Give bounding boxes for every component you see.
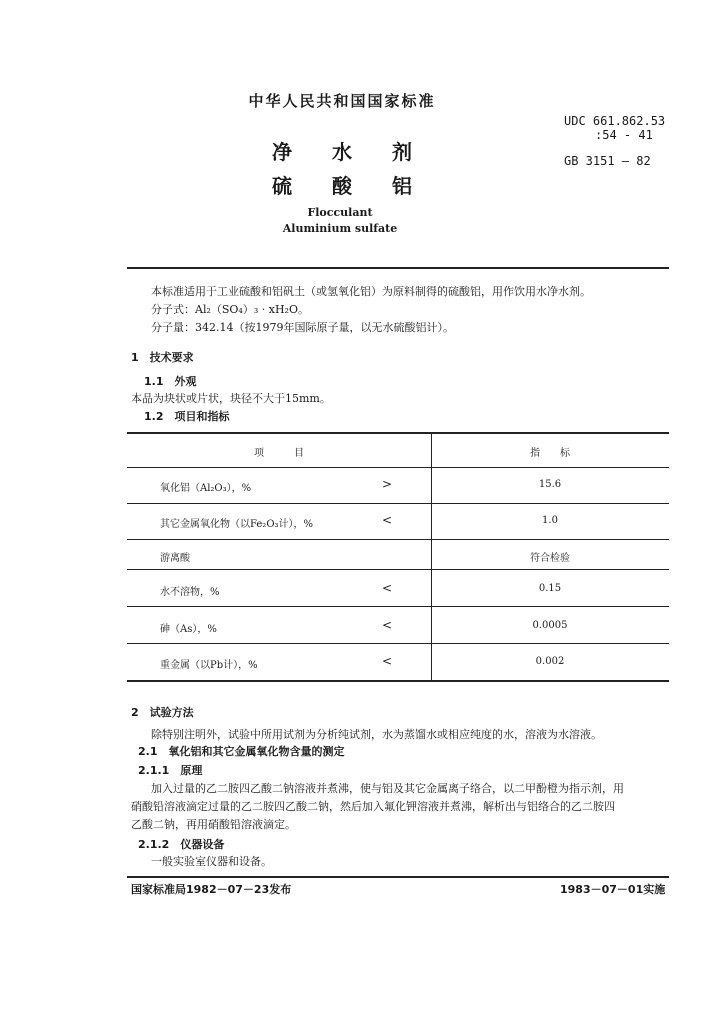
section1-2-heading: 1.2 项目和指标 (144, 410, 230, 423)
title-cn-line2: 硫 酸 铝 (272, 174, 412, 198)
table-row-operator: < (382, 513, 393, 527)
section2-heading: 2 试验方法 (131, 706, 194, 719)
table-row-value: 0.0005 (532, 620, 568, 631)
gb-number: GB 3151 — 82 (564, 154, 651, 168)
principle-line1: 加入过量的乙二胺四乙酸二钠溶液并煮沸，使与铝及其它金属离子络合，以二甲酚橙为指示剂，用 (151, 782, 624, 795)
table-row-operator: < (382, 581, 393, 595)
section1-1-heading: 1.1 外观 (144, 375, 197, 388)
principle-line2: 硝酸铅溶液滴定过量的乙二胺四乙酸二钠，然后加入氟化钾溶液并煮沸，解析出与铝络合的乙二胺四 (131, 800, 615, 813)
principle-line3: 乙酸二钠，再用硝酸铅溶液滴定。 (131, 818, 296, 831)
table-row-value: 0.002 (535, 656, 565, 667)
table-row-operator: < (382, 618, 393, 632)
formula: Al₂（SO₄）₃ · xH₂O。 (195, 303, 309, 316)
table-header-index: 指 标 (530, 448, 570, 459)
molecular-weight: 分子量：342.14（按1979年国际原子量，以无水硫酸铝计）。 (151, 321, 454, 334)
section2-1-1-heading: 2.1.1 原理 (138, 764, 203, 777)
formula-label: 分子式： (151, 303, 195, 316)
table-row-operator: > (382, 477, 393, 491)
scope-text: 本标准适用于工业硫酸和铝矾土（或氢氧化铝）为原料制得的硫酸铝，用作饮用水净水剂。 (151, 285, 591, 298)
table-top-border (127, 432, 669, 434)
table-row-item: 砷（As），% (160, 624, 217, 635)
table-row-item: 氧化铝（Al₂O₃），% (160, 483, 252, 494)
table-row-value: 0.15 (538, 583, 562, 594)
table-divider (127, 539, 669, 540)
table-header-item: 项 目 (254, 448, 304, 459)
equipment-text: 一般实验室仪器和设备。 (151, 855, 272, 868)
header-divider (127, 267, 669, 269)
title-en-line2: Aluminium sulfate (282, 222, 398, 235)
table-row-item: 其它金属氧化物（以Fe₂O₃计），% (160, 519, 314, 530)
table-divider (127, 606, 669, 607)
org-title: 中华人民共和国国家标准 (248, 92, 436, 110)
table-divider (127, 503, 669, 504)
section2-1-2-heading: 2.1.2 仪器设备 (138, 838, 225, 851)
section2-intro: 除特别注明外，试验中所用试剂为分析纯试剂，水为蒸馏水或相应纯度的水，溶液为水溶液。 (151, 728, 602, 741)
udc-code: UDC 661.862.53 (564, 114, 666, 128)
table-header-border (127, 467, 669, 468)
title-en-line1: Flocculant (307, 206, 373, 219)
table-divider (127, 569, 669, 570)
section1-heading: 1 技术要求 (131, 351, 194, 364)
table-row-item: 水不溶物，% (160, 587, 220, 598)
effective-date: 1983－07－01实施 (560, 883, 666, 896)
udc-code-sub: :54 - 41 (595, 128, 653, 142)
footer-divider (127, 876, 669, 878)
title-cn-line1: 净 水 剂 (272, 140, 412, 164)
formula-line (151, 301, 309, 317)
section2-1-heading: 2.1 氧化铝和其它金属氧化物含量的测定 (138, 745, 345, 758)
table-divider (127, 643, 669, 644)
table-row-value: 符合检验 (530, 553, 570, 564)
table-row-item: 游离酸 (160, 553, 190, 564)
table-row-value: 15.6 (538, 479, 562, 490)
table-row-operator: < (382, 654, 393, 668)
table-row-item: 重金属（以Pb计），% (160, 660, 258, 671)
appearance-text: 本品为块状或片状，块径不大于15mm。 (131, 392, 331, 405)
table-row-value: 1.0 (542, 515, 558, 526)
table-bottom-border (127, 680, 669, 682)
issue-date: 国家标准局1982－07－23发布 (131, 883, 292, 896)
